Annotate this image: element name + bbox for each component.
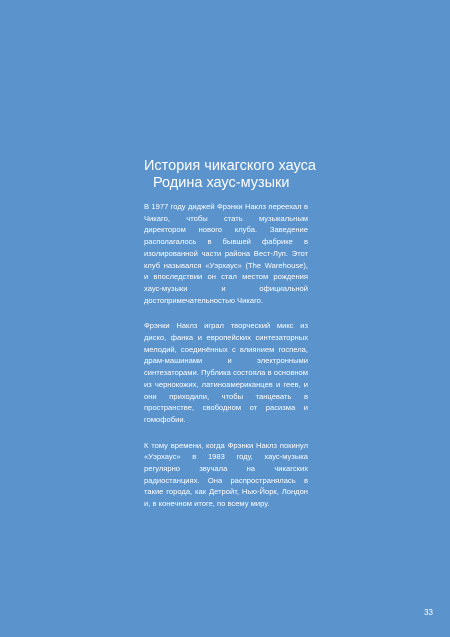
paragraph-2: Фрэнки Наклз играл творческий микс из диско, фанка и европейских синтезаторных мелодий, соединённых с влиянием госпела, драм-машинами и электронными синтезаторами. Публика состояла в основном из чернокожих, латиноамериканцев и геев, и они приходили, чтобы танцевать в пространстве, свободном от расизма и гомофобии. (144, 321, 308, 424)
title-line-1: История чикагского хауса (144, 158, 316, 174)
article-title (144, 158, 344, 192)
paragraph-3: К тому времени, когда Фрэнки Наклз покинул «Уэрхаус» в 1983 году, хаус-музыка регулярно звучала на чикагских радиостанциях. Она распространялась в такие города, как Детройт, Нью-Йорк, Лондон и, в конечном итоге, по всему миру. (144, 440, 308, 509)
title-line-2: Родина хаус-музыки (153, 175, 290, 191)
paragraph-1: В 1977 году диджей Фрэнки Наклз переехал в Чикаго, чтобы стать музыкальным директором нового клуба. Заведение располагалось в бывшей фабрике в изолированной части района Вест-Луп. Этот клуб назывался «Уэрхаус» (The Warehouse), и впоследствии он стал местом рождения хаус-музыки и официальной достопримечательностью Чикаго. (144, 202, 308, 305)
article-body (144, 201, 308, 524)
page-number: 33 (424, 608, 433, 617)
